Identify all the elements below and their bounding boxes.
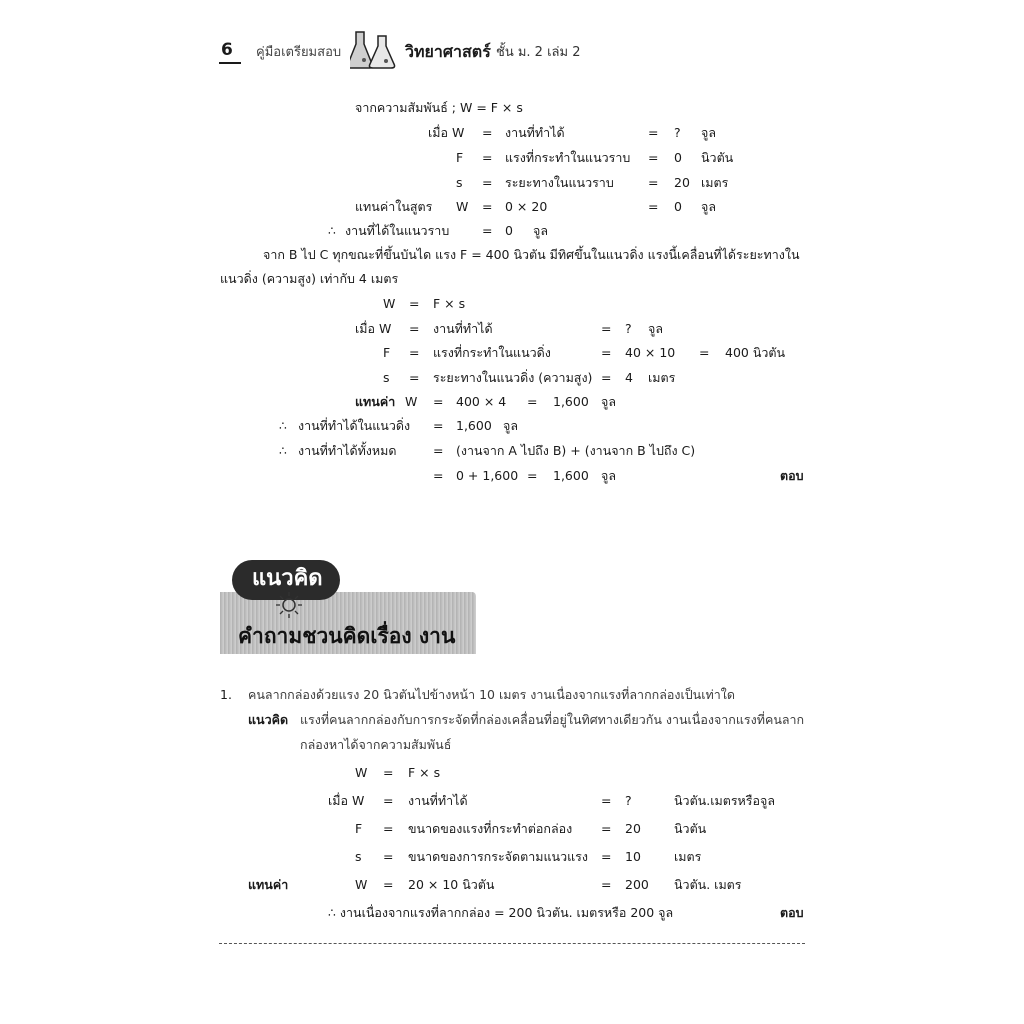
eq: = [482,223,493,238]
s-val: 4 [625,370,633,385]
idea-line-2: กล่องหาได้จากความสัมพันธ์ [300,737,452,752]
therefore-symbol: ∴ [279,418,287,433]
w-desc: งานที่ทำได้ [433,321,493,336]
w-symbol: W [405,394,418,409]
substitute-val: 1,600 [553,394,589,409]
banner-title: คำถามชวนคิดเรื่อง งาน [238,624,456,648]
w-unit: นิวตัน.เมตรหรือจูล [674,793,775,808]
question-text: คนลากกล่องด้วยแรง 20 นิวตันไปข้างหน้า 10 เมตร งานเนื่องจากแรงที่ลากกล่องเป็นเท่าใด [248,687,735,702]
f-symbol: F [456,150,464,165]
eq: = [409,370,420,385]
eq: = [383,849,394,864]
f-desc: แรงที่กระทำในแนวดิ่ง [433,345,551,360]
eq: = [383,877,394,892]
sun-icon [272,590,306,620]
substitute-expr: 0 × 20 [505,199,548,214]
w-desc: งานที่ทำได้ [505,125,565,140]
header-prefix: คู่มือเตรียมสอบ [256,45,342,60]
answer-label: ตอบ [780,905,804,920]
f-symbol: F [383,345,391,360]
s-desc: ระยะทางในแนวราบ [505,175,614,190]
dashed-divider [219,943,805,944]
vertical-work-val: 1,600 [456,418,492,433]
paragraph-line-2: แนวดิ่ง (ความสูง) เท่ากับ 4 เมตร [220,271,399,286]
result-label: งานที่ได้ในแนวราบ [345,223,450,238]
s-symbol: s [456,175,463,190]
eq: = [482,199,493,214]
w-val: ? [625,793,632,808]
substitute-unit: จูล [701,199,716,214]
s-val: 10 [625,849,641,864]
result-unit: จูล [533,223,548,238]
w-val: ? [674,125,681,140]
vertical-work-unit: จูล [503,418,518,433]
f-val: 0 [674,150,682,165]
w-unit: จูล [648,321,663,336]
eq: = [482,125,493,140]
f-expr: 40 × 10 [625,345,676,360]
eq: = [433,418,444,433]
therefore-symbol: ∴ [328,223,336,238]
header-grade: ชั้น ม. 2 เล่ม 2 [496,45,581,60]
eq: = [527,468,538,483]
substitute-unit: นิวตัน. เมตร [674,877,742,892]
w-symbol: W [355,765,368,780]
substitute-val: 200 [625,877,649,892]
eq: = [648,125,659,140]
eq: = [601,821,612,836]
formula: F × s [433,296,466,311]
f-unit: นิวตัน [701,150,734,165]
eq: = [699,345,710,360]
substitute-expr: 20 × 10 นิวตัน [408,877,495,892]
eq: = [482,150,493,165]
question-number: 1. [220,687,232,702]
eq: = [601,345,612,360]
total-work-expr: (งานจาก A ไปถึง B) + (งานจาก B ไปถึง C) [456,443,696,458]
banner-tag: แนวคิด [252,566,323,591]
eq: = [648,199,659,214]
eq: = [409,296,420,311]
eq: = [482,175,493,190]
eq: = [601,321,612,336]
eq: = [527,394,538,409]
w-symbol: W [355,877,368,892]
total-work-label: งานที่ทำได้ทั้งหมด [298,443,397,458]
where-w: เมื่อ W [428,125,465,140]
formula: F × s [408,765,441,780]
eq: = [383,821,394,836]
f-val: 20 [625,821,641,836]
eq: = [433,394,444,409]
s-unit: เมตร [701,175,729,190]
idea-line-1: แรงที่คนลากกล่องกับการกระจัดที่กล่องเคลื่อนที่อยู่ในทิศทางเดียวกัน งานเนื่องจากแรงที่คนลาก [300,712,805,727]
eq: = [409,345,420,360]
header-subject: วิทยาศาสตร์ [405,42,491,61]
flask-icon [350,30,400,70]
eq: = [601,849,612,864]
eq: = [383,765,394,780]
f-unit: นิวตัน [674,821,707,836]
answer-label: ตอบ [780,468,804,483]
eq: = [383,793,394,808]
f-desc: แรงที่กระทำในแนวราบ [505,150,631,165]
relation-line: จากความสัมพันธ์ ; W = F × s [355,100,523,115]
vertical-work-label: งานที่ทำได้ในแนวดิ่ง [298,418,411,433]
result-val: 0 [505,223,513,238]
w-val: ? [625,321,632,336]
s-val: 20 [674,175,690,190]
page-number-underline [219,62,241,64]
where-w: เมื่อ W [328,793,365,808]
eq: = [433,443,444,458]
eq: = [648,150,659,165]
total-work-sum: 0 + 1,600 [456,468,519,483]
eq: = [601,370,612,385]
therefore-symbol: ∴ [279,443,287,458]
f-symbol: F [355,821,363,836]
substitute-label: แทนค่า [248,877,289,892]
where-w: เมื่อ W [355,321,392,336]
total-work-val: 1,600 [553,468,589,483]
w-symbol: W [383,296,396,311]
substitute-label: แทนค่าในสูตร [355,199,433,214]
s-symbol: s [383,370,390,385]
substitute-label: แทนค่า [355,394,396,409]
eq: = [409,321,420,336]
page-number: 6 [221,40,233,60]
s-desc: ขนาดของการกระจัดตามแนวแรง [408,849,588,864]
w-symbol: W [456,199,469,214]
substitute-expr: 400 × 4 [456,394,507,409]
result-line: ∴ งานเนื่องจากแรงที่ลากกล่อง = 200 นิวตัน. เมตรหรือ 200 จูล [328,905,674,920]
idea-label: แนวคิด [248,712,289,727]
substitute-val: 0 [674,199,682,214]
eq: = [433,468,444,483]
f-val: 400 นิวตัน [725,345,786,360]
s-unit: เมตร [674,849,702,864]
paragraph-line-1: จาก B ไป C ทุกขณะที่ขึ้นบันได แรง F = 400 นิวตัน มีทิศขึ้นในแนวดิ่ง แรงนี้เคลื่อนที่ได้ระยะทางใน [263,247,800,262]
eq: = [601,877,612,892]
s-desc: ระยะทางในแนวดิ่ง (ความสูง) [433,370,593,385]
w-desc: งานที่ทำได้ [408,793,468,808]
substitute-unit: จูล [601,394,616,409]
s-unit: เมตร [648,370,676,385]
s-symbol: s [355,849,362,864]
eq: = [648,175,659,190]
total-work-unit: จูล [601,468,616,483]
eq: = [601,793,612,808]
w-unit: จูล [701,125,716,140]
f-desc: ขนาดของแรงที่กระทำต่อกล่อง [408,821,573,836]
